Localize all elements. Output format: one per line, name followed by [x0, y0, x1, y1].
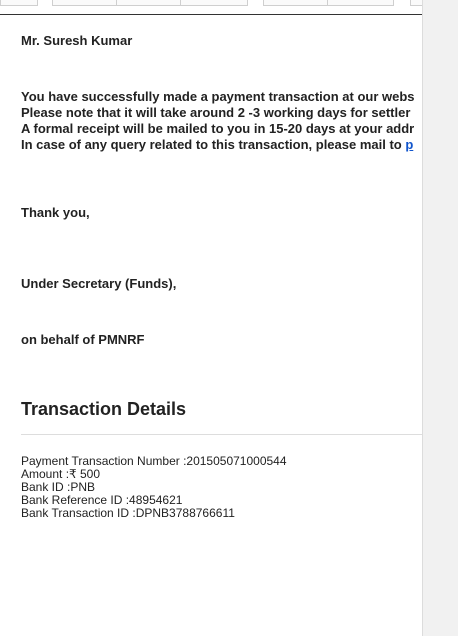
vertical-scrollbar[interactable]	[422, 0, 458, 636]
salutation: Mr. Suresh Kumar	[21, 33, 133, 48]
message-line: You have successfully made a payment transaction at our webs	[21, 89, 415, 104]
transaction-details-heading: Transaction Details	[21, 399, 187, 419]
bank-id: Bank ID :PNB	[21, 480, 96, 494]
toolbar-tab[interactable]	[0, 0, 38, 6]
email-body	[21, 33, 423, 520]
message-line: Please note that it will take around 2 -3 working days for settler	[21, 105, 411, 120]
top-toolbar-strip	[0, 0, 423, 15]
toolbar-tab[interactable]	[52, 0, 118, 6]
toolbar-tab[interactable]	[263, 0, 329, 6]
toolbar-tab[interactable]	[116, 0, 182, 6]
toolbar-tab[interactable]	[327, 0, 394, 6]
section-divider	[21, 434, 423, 435]
message-line: A formal receipt will be mailed to you in 15-20 days at your addr	[21, 121, 415, 136]
closing: Thank you,	[21, 205, 90, 220]
bank-reference-id: Bank Reference ID :48954621	[21, 493, 183, 507]
toolbar-tab[interactable]	[180, 0, 248, 6]
query-text: In case of any query related to this transaction, please mail to	[21, 137, 406, 152]
bank-transaction-id: Bank Transaction ID :DPNB3788766611	[21, 506, 235, 520]
signatory: Under Secretary (Funds),	[21, 276, 177, 291]
message-paragraph	[21, 89, 423, 153]
on-behalf-of: on behalf of PMNRF	[21, 332, 145, 347]
payment-transaction-number: Payment Transaction Number :201505071000544	[21, 454, 287, 468]
amount: Amount :₹ 500	[21, 467, 101, 481]
query-line	[21, 137, 423, 153]
contact-email-link[interactable]: p	[405, 137, 414, 152]
